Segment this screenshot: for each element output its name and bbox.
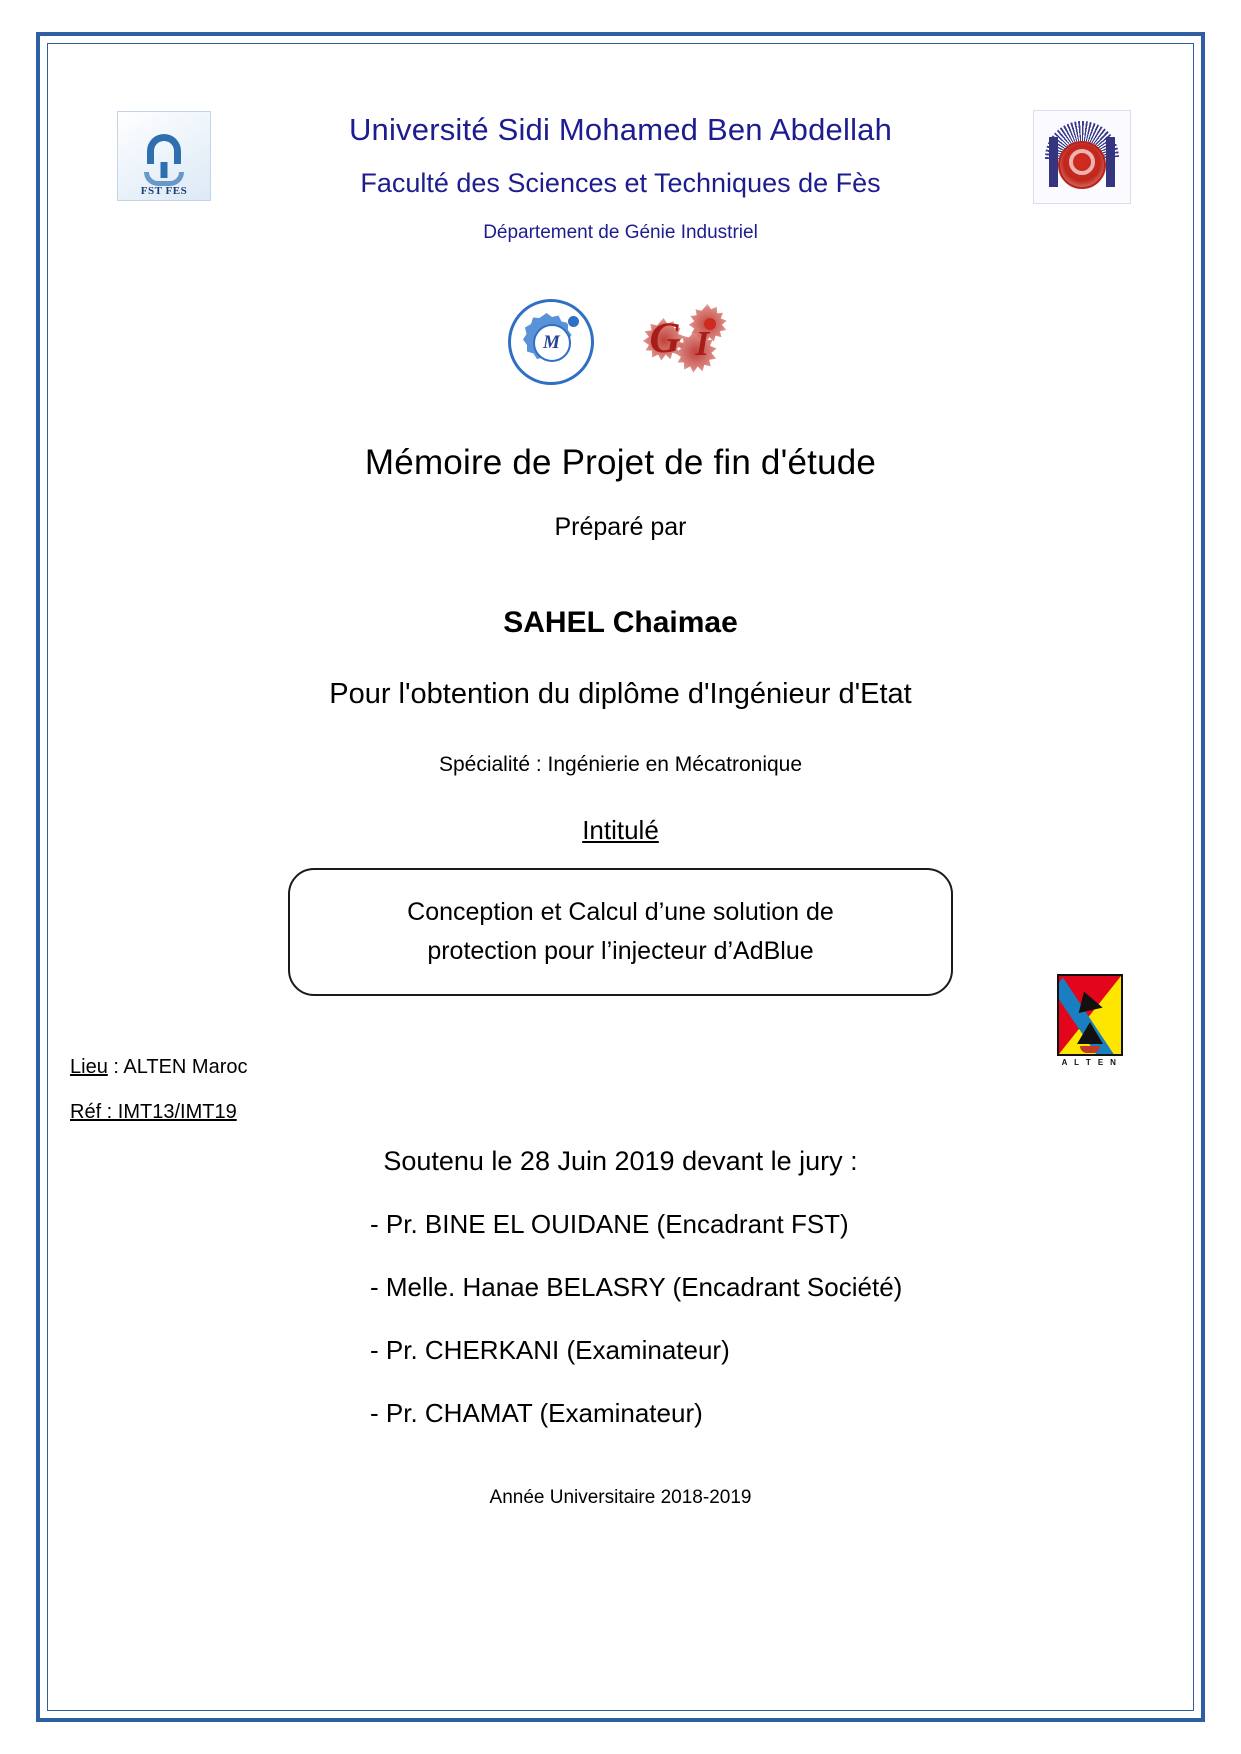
intitule-label <box>60 815 1181 846</box>
thesis-title-box <box>288 868 953 996</box>
jury-member: - Pr. BINE EL OUIDANE (Encadrant FST) <box>370 1209 849 1239</box>
thesis-title-line-1: Conception et Calcul d’une solution de <box>407 898 834 927</box>
usmba-crest-logo <box>1033 110 1131 204</box>
thesis-title-text <box>407 893 834 971</box>
header-block <box>60 108 1181 283</box>
specialty-line: Spécialité : Ingénierie en Mécatronique <box>438 753 803 776</box>
alten-triangle-middle <box>1077 1022 1103 1044</box>
lieu-separator: : <box>107 1056 124 1078</box>
university-heading <box>60 108 1181 242</box>
gi-letter-g: G <box>649 315 681 362</box>
thesis-title-box-wrapper <box>60 868 1181 996</box>
jury-member: - Pr. CHAMAT (Examinateur) <box>370 1398 703 1428</box>
lieu-value: ALTEN Maroc <box>123 1056 248 1078</box>
author-name: SAHEL Chaimae <box>503 606 738 639</box>
alten-logo-mark <box>1057 974 1123 1056</box>
metadata-block <box>60 1056 1181 1124</box>
mechatronics-letter: M <box>533 324 571 362</box>
mechatronics-gear-logo <box>508 299 594 385</box>
faculty-name: Faculté des Sciences et Techniques de Fès <box>360 168 881 198</box>
lieu-label: Lieu <box>70 1056 108 1078</box>
program-logos <box>60 299 1181 385</box>
lieu-row <box>70 1056 1181 1079</box>
crest-seal-emblem <box>1058 141 1106 189</box>
gi-letter-i: I <box>695 324 710 363</box>
diploma-line: Pour l'obtention du diplôme d'Ingénieur d'Etat <box>329 678 912 710</box>
university-name: Université Sidi Mohamed Ben Abdellah <box>348 112 893 147</box>
genie-industriel-logo <box>640 302 734 382</box>
ref-text: Réf : IMT13/IMT19 <box>70 1101 237 1123</box>
thesis-title-line-2: protection pour l’injecteur d’AdBlue <box>427 937 814 965</box>
fst-fes-label: FST FES <box>140 185 188 197</box>
department-name: Département de Génie Industriel <box>483 222 758 243</box>
fst-arch-shape <box>147 134 181 164</box>
prepared-by-label: Préparé par <box>554 513 687 541</box>
jury-member: - Pr. CHERKANI (Examinateur) <box>370 1335 730 1365</box>
jury-member: - Melle. Hanae BELASRY (Encadrant Société) <box>370 1272 903 1302</box>
gear-dot-decoration <box>568 316 579 327</box>
jury-intro-line: Soutenu le 28 Juin 2019 devant le jury : <box>383 1146 858 1176</box>
alten-wordmark: A L T E N <box>1061 1058 1119 1067</box>
crest-pillar-right <box>1106 137 1115 187</box>
fst-fes-logo <box>117 111 211 201</box>
jury-member-list <box>60 1209 1181 1429</box>
document-type-title: Mémoire de Projet de fin d'étude <box>364 443 877 482</box>
intitule-label-text: Intitulé <box>582 815 659 845</box>
page-content <box>60 56 1181 1698</box>
ref-row <box>70 1101 1181 1124</box>
alten-logo <box>1057 974 1123 1067</box>
academic-year-footer: Année Universitaire 2018-2019 <box>489 1487 752 1508</box>
crest-pillar-left <box>1049 137 1058 187</box>
